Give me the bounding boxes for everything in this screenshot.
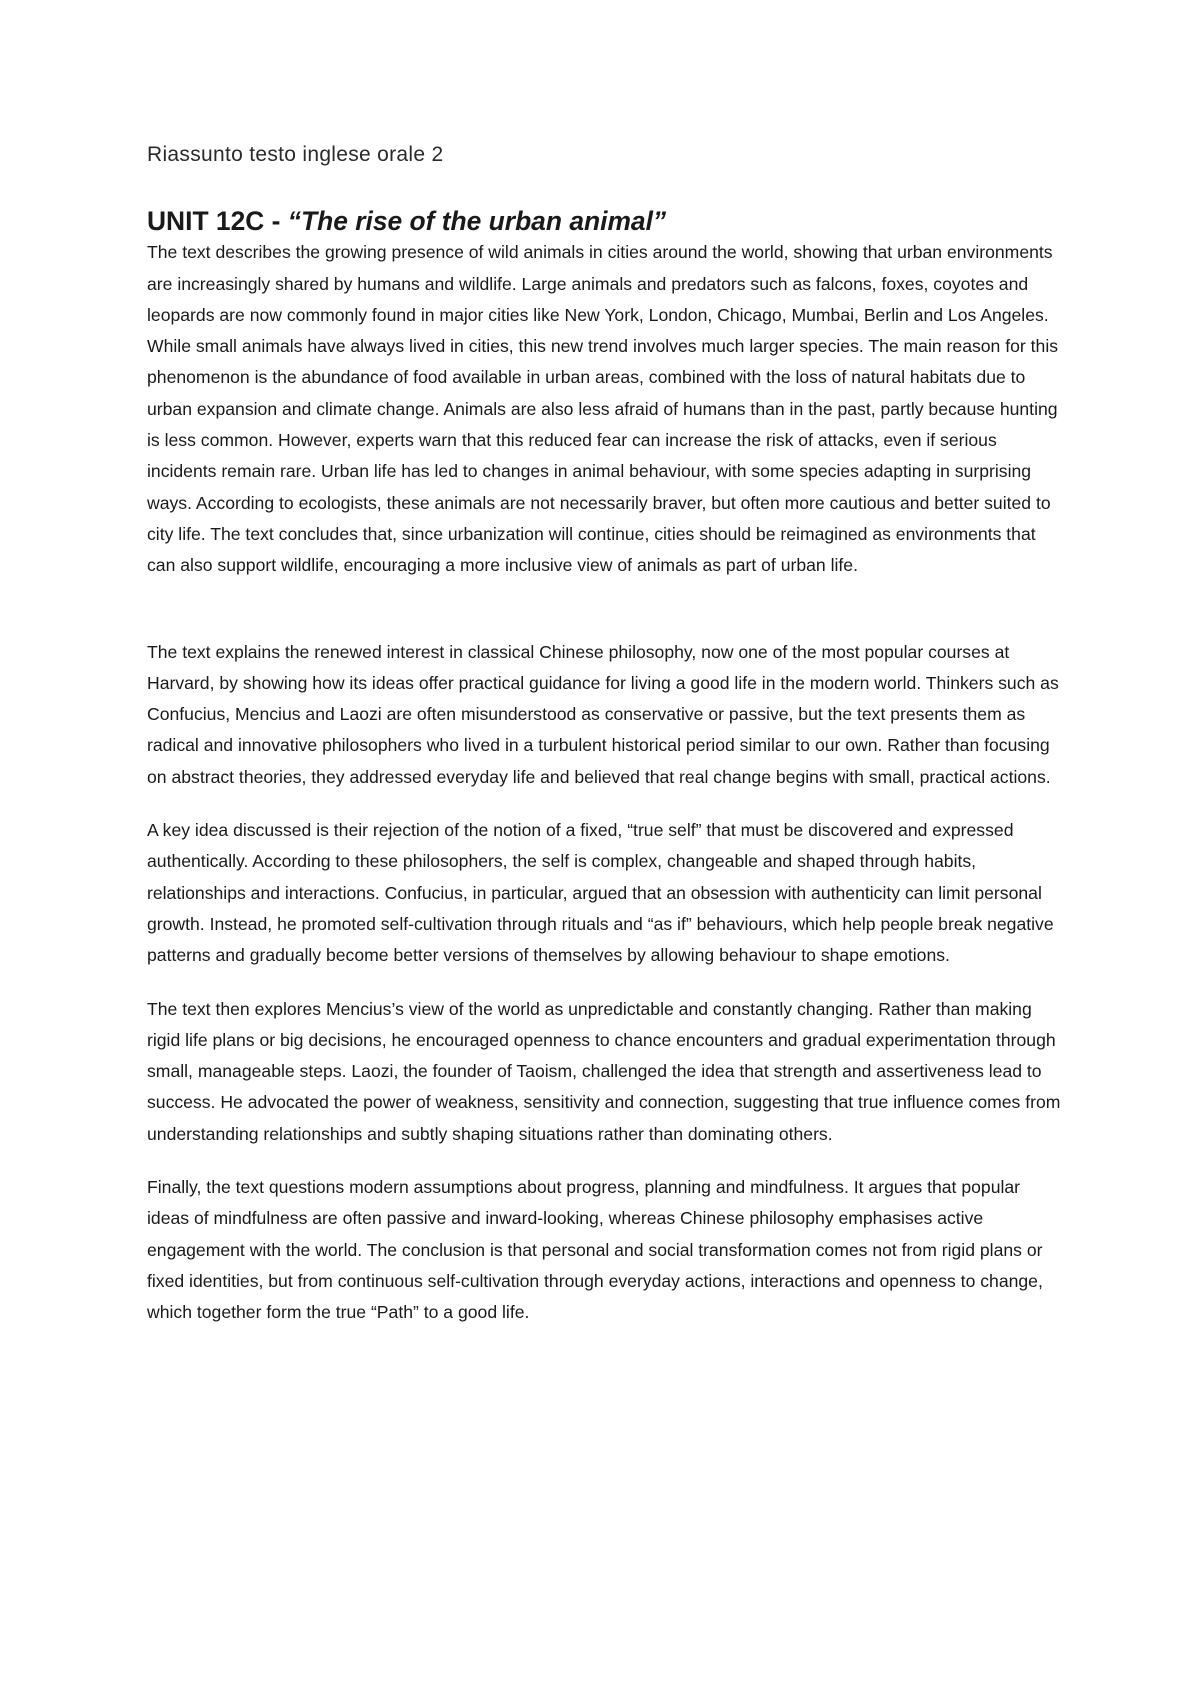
paragraph-conclusion: Finally, the text questions modern assumptions about progress, planning and mindfulness. It argues that popular ideas of mindfulness are often passive and inward-looking, whereas Chinese philosophy emphasises active engagement with the world. The conclusion is that personal and social transformation comes not from rigid plans or fixed identities, but from continuous self-cultivation through everyday actions, interactions and openness to change, which together form the true “Path” to a good life.	[147, 1177, 1043, 1323]
document-body	[147, 206, 1062, 1329]
paragraph-chinese-philosophy: The text explains the renewed interest in classical Chinese philosophy, now one of the most popular courses at Harvard, by showing how its ideas offer practical guidance for living a good life in the modern world. Thinkers such as Confucius, Mencius and Laozi are often misunderstood as conservative or passive, but the text presents them as radical and innovative philosophers who lived in a turbulent historical period similar to our own. Rather than focusing on abstract theories, they addressed everyday life and believed that real change begins with small, practical actions.	[147, 641, 1059, 787]
paragraph-mencius-laozi: The text then explores Mencius’s view of the world as unpredictable and constantly changing. Rather than making rigid life plans or big decisions, he encouraged openness to chance encounters and gradual experimentation through small, manageable steps. Laozi, the founder of Taoism, challenged the idea that strength and assertiveness lead to success. He advocated the power of weakness, sensitivity and connection, suggesting that true influence comes from understanding relationships and subtly shaping situations rather than dominating others.	[147, 998, 1061, 1144]
paragraph-urban-animals: The text describes the growing presence of wild animals in cities around the world, showing that urban environments are increasingly shared by humans and wildlife. Large animals and predators such as falcons, foxes, coyotes and leopards are now commonly found in major cities like New York, London, Chicago, Mumbai, Berlin and Los Angeles. While small animals have always lived in cities, this new trend involves much larger species. The main reason for this phenomenon is the abundance of food available in urban areas, combined with the loss of natural habitats due to urban expansion and climate change. Animals are also less afraid of humans than in the past, partly because hunting is less common. However, experts warn that this reduced fear can increase the risk of attacks, even if serious incidents remain rare. Urban life has led to changes in animal behaviour, with some species adapting in surprising ways. According to ecologists, these animals are not necessarily braver, but often more cautious and better suited to city life. The text concludes that, since urbanization will continue, cities should be reimagined as environments that can also support wildlife, encouraging a more inclusive view of animals as part of urban life.	[147, 242, 1059, 576]
unit-code: UNIT 12C -	[147, 206, 288, 236]
document-title: Riassunto testo inglese orale 2	[147, 143, 444, 166]
unit-heading	[147, 206, 1062, 237]
unit-title: “The rise of the urban animal”	[287, 206, 667, 236]
paragraph-true-self: A key idea discussed is their rejection of the notion of a fixed, “true self” that must be discovered and expressed authentically. According to these philosophers, the self is complex, changeable and shaped through habits, relationships and interactions. Confucius, in particular, argued that an obsession with authenticity can limit personal growth. Instead, he promoted self-cultivation through rituals and “as if” behaviours, which help people break negative patterns and gradually become better versions of themselves by allowing behaviour to shape emotions.	[147, 820, 1054, 966]
